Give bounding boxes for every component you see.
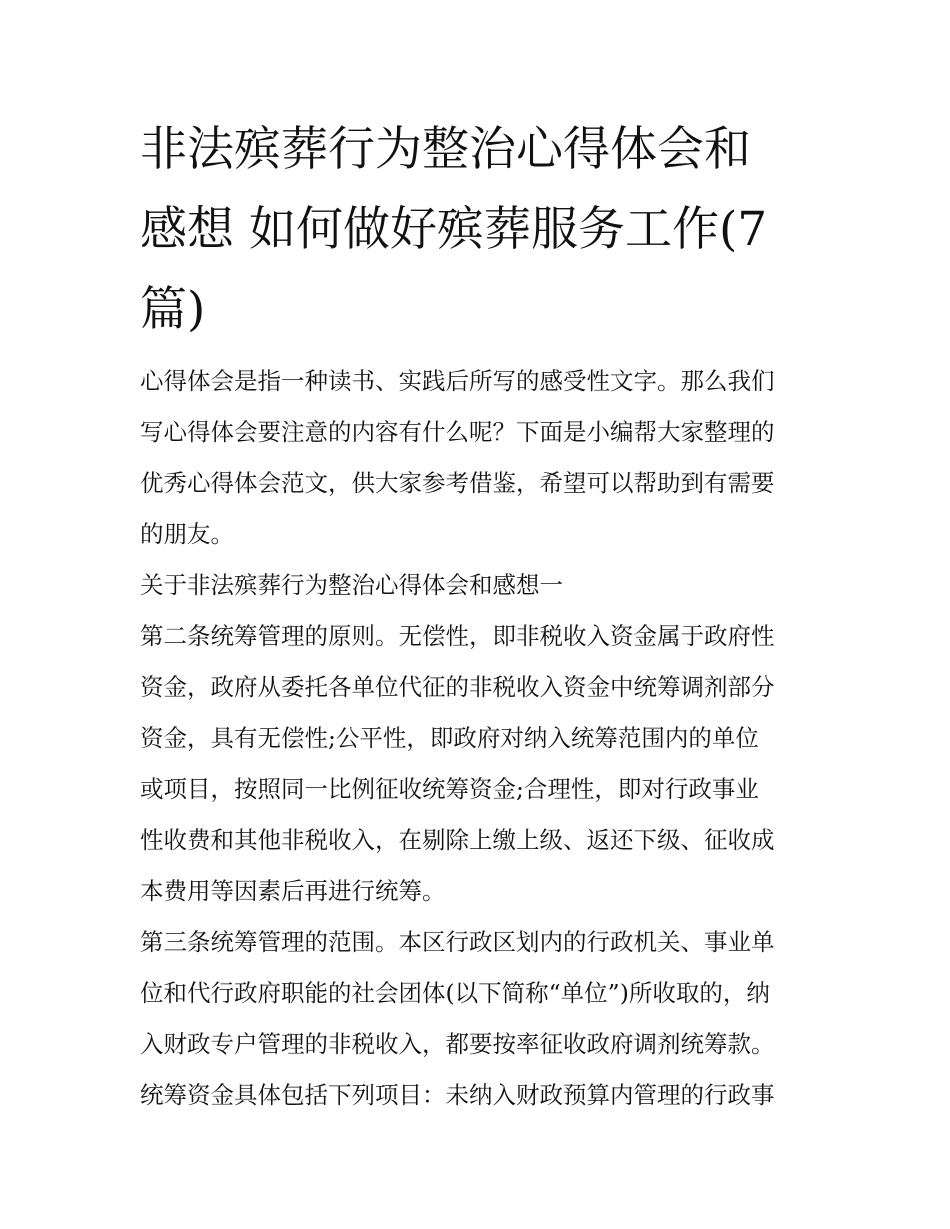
text-line: 位和代行政府职能的社会团体(以下简称“单位”)所收取的，纳 bbox=[140, 979, 770, 1007]
text-line: 关于非法殡葬行为整治心得体会和感想一 bbox=[140, 571, 563, 599]
title-line: 非法殡葬行为整治心得体会和 bbox=[140, 122, 751, 177]
document-body bbox=[140, 356, 820, 1121]
text-line: 资金，具有无偿性;公平性，即政府对纳入统筹范围内的单位 bbox=[140, 724, 759, 752]
text-line: 本费用等因素后再进行统筹。 bbox=[140, 877, 446, 905]
text-line: 第三条统筹管理的范围。本区行政区划内的行政机关、事业单 bbox=[140, 928, 775, 956]
text-line: 或项目，按照同一比例征收统筹资金;合理性，即对行政事业 bbox=[140, 775, 759, 803]
text-line: 性收费和其他非税收入，在剔除上缴上级、返还下级、征收成 bbox=[140, 826, 775, 854]
text-line: 第二条统筹管理的原则。无偿性，即非税收入资金属于政府性 bbox=[140, 622, 775, 650]
text-line: 心得体会是指一种读书、实践后所写的感受性文字。那么我们 bbox=[140, 367, 775, 395]
article-three-paragraph bbox=[140, 917, 820, 1121]
text-line: 写心得体会要注意的内容有什么呢？下面是小编帮大家整理的 bbox=[140, 418, 775, 446]
article-two-paragraph bbox=[140, 611, 820, 917]
text-line: 优秀心得体会范文，供大家参考借鉴，希望可以帮助到有需要 bbox=[140, 469, 775, 497]
title-line: 篇) bbox=[140, 282, 206, 337]
title-line: 感想 如何做好殡葬服务工作(7 bbox=[140, 202, 768, 257]
section-heading bbox=[140, 560, 820, 611]
intro-paragraph bbox=[140, 356, 820, 560]
document-title bbox=[140, 110, 820, 350]
text-line: 统筹资金具体包括下列项目：未纳入财政预算内管理的行政事 bbox=[140, 1081, 775, 1109]
text-line: 资金，政府从委托各单位代征的非税收入资金中统筹调剂部分 bbox=[140, 673, 775, 701]
text-line: 入财政专户管理的非税收入，都要按率征收政府调剂统筹款。 bbox=[140, 1030, 775, 1058]
text-line: 的朋友。 bbox=[140, 520, 234, 548]
